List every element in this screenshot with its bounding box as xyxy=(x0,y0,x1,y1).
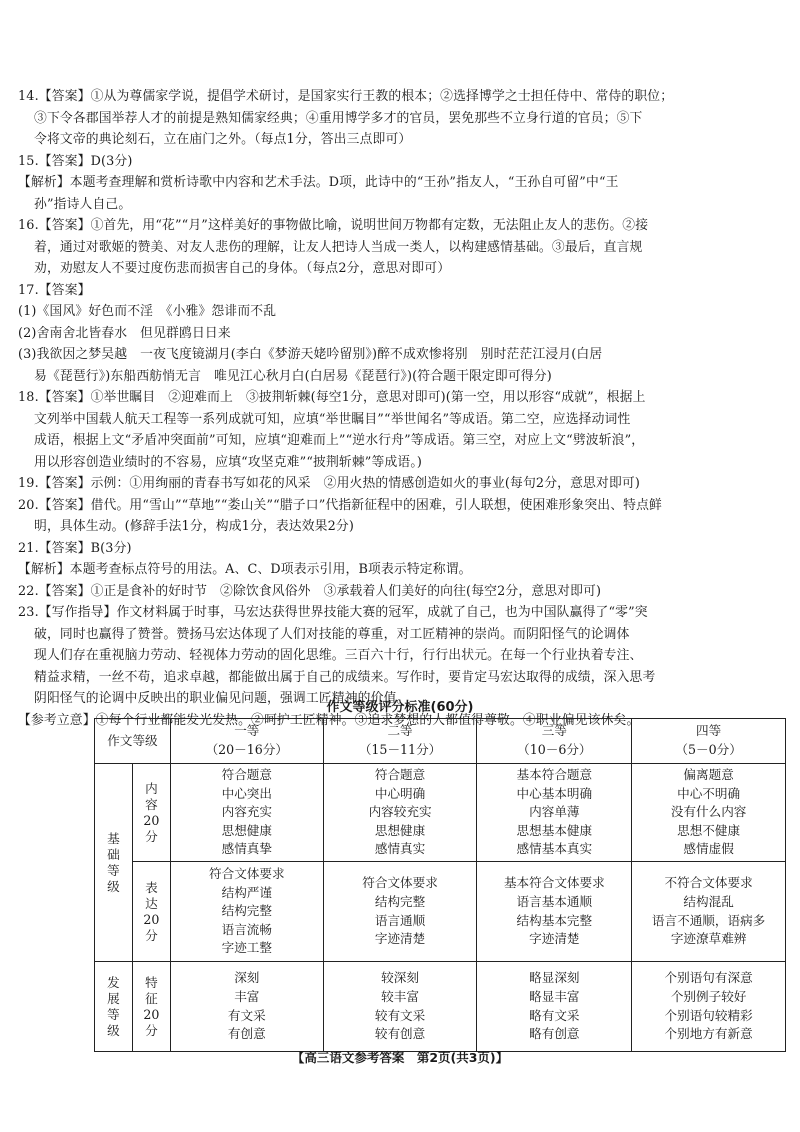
table-cell-line: 略有创意 xyxy=(529,1026,580,1042)
answer-line: 明，具体生动。(修辞手法1分，构成1分，表达效果2分) xyxy=(34,519,354,534)
feature-grade-2 xyxy=(323,962,477,1052)
table-cell-line: 中心不明确 xyxy=(677,785,741,801)
table-cell-line: 较有文采 xyxy=(374,1007,426,1023)
table-cell-line: 内容单薄 xyxy=(529,804,580,820)
answer-line: 阴阳怪气的论调中反映出的职业偏见问题，强调工匠精神的价值。 xyxy=(34,691,410,706)
express-grade-4 xyxy=(632,862,786,962)
table-cell-line: 符合题意 xyxy=(221,767,272,783)
table-title: 作文等级评分标准(60分) xyxy=(326,700,474,715)
answer-line: 令将文帝的典论刻石，立在庙门之外。（每点1分，答出三点即可） xyxy=(34,132,412,147)
answer-line: ③下令各郡国举荐人才的前提是熟知儒家经典；④重用博学多才的官员，罢免那些不立身行道的官员；⑤下 xyxy=(34,110,643,126)
express-grade-3 xyxy=(477,862,632,962)
table-cell-line: 语言通顺 xyxy=(374,912,426,928)
table-cell-line: 字迹清楚 xyxy=(374,931,426,947)
table-cell-line: 思想基本健康 xyxy=(516,822,593,838)
table-cell-line: 个别地方有新意 xyxy=(664,1026,753,1042)
content-grade-4 xyxy=(632,764,786,862)
feature-label: 特 征 20 分 xyxy=(132,962,170,1052)
table-cell-line: 个别语句较精彩 xyxy=(664,1007,753,1023)
table-cell-line: 符合文体要求 xyxy=(362,875,438,891)
table-cell-line: 内容充实 xyxy=(221,804,272,820)
answer-line: 破，同时也赢得了赞誉。赞扬马宏达体现了人们对技能的尊重，对工匠精神的崇尚。而阴阳怪气的论调体 xyxy=(34,626,630,642)
table-cell-line: 结构基本完整 xyxy=(516,912,593,928)
answer-line: 【解析】本题考查理解和赏析诗歌中内容和艺术手法。D项，此诗中的“王孙”指友人，“王孙自可留”中“王 xyxy=(18,175,619,190)
table-cell-line: 较丰富 xyxy=(381,988,419,1004)
feature-row xyxy=(95,962,786,1052)
content-label: 内 容 20 分 xyxy=(132,764,170,862)
table-cell-line: 基本符合文体要求 xyxy=(503,875,605,891)
answer-line: 着，通过对歌姬的赞美、对友人悲伤的理解，让友人把诗人当成一类人，以构建感情基础。③最后，直言规 xyxy=(34,239,643,255)
answer-line: 17.【答案】 xyxy=(18,282,91,298)
table-cell-line: 中心明确 xyxy=(374,785,426,801)
table-cell-line: 思想不健康 xyxy=(677,822,741,838)
table-cell-line: 内容较充实 xyxy=(368,804,432,820)
answer-line: 16.【答案】①首先，用“花”“月”这样美好的事物做比喻，说明世间万物都有定数，无法阻止友人的悲伤。②接 xyxy=(18,218,649,233)
grade-3-header: 三等 （10－6分） xyxy=(477,719,632,764)
grade-1-header: 一等 （20－16分） xyxy=(170,719,323,764)
corner-cell: 作文等级 xyxy=(95,719,171,764)
grade-4-header: 四等 （5－0分） xyxy=(632,719,786,764)
answer-line: 易《琵琶行》)东船西舫悄无言 唯见江心秋月白(白居易《琵琶行》)(符合题干限定即可得分) xyxy=(34,368,552,384)
table-cell-line: 字迹工整 xyxy=(221,940,272,956)
content-grade-2 xyxy=(323,764,477,862)
answer-line: 劝，劝慰友人不要过度伤悲而损害自己的身体。（每点2分，意思对即可） xyxy=(34,261,451,276)
answer-line: 【参考立意】①每个行业都能发光发热。②呵护工匠精神。③追求梦想的人都值得尊敬。④职业偏见该休矣。 xyxy=(18,712,640,728)
table-cell-line: 结构完整 xyxy=(221,903,272,919)
feature-grade-3 xyxy=(477,962,632,1052)
table-cell-line: 深刻 xyxy=(234,970,260,986)
table-cell-line: 感情基本真实 xyxy=(516,841,593,857)
table-cell-line: 中心突出 xyxy=(221,785,272,801)
table-cell-line: 符合文体要求 xyxy=(209,866,285,882)
answer-line: 【解析】本题考查标点符号的用法。A、C、D项表示引用，B项表示特定称谓。 xyxy=(18,562,472,577)
table-cell-line: 感情真挚 xyxy=(221,841,272,857)
answer-line: (3)我欲因之梦吴越 一夜飞度镜湖月(李白《梦游天姥吟留别》)醉不成欢惨将别 别时茫茫江浸月(白居 xyxy=(18,347,603,362)
answer-line: 孙”指诗人自己。 xyxy=(34,196,132,212)
table-cell-line: 有文采 xyxy=(227,1007,266,1023)
table-cell-line: 结构严谨 xyxy=(221,884,272,900)
answer-line: 用以形容创造业绩时的不容易，应填“攻坚克难”“披荆斩棘”等成语。) xyxy=(34,454,423,470)
table-cell-line: 较有创意 xyxy=(374,1026,426,1042)
feature-grade-1 xyxy=(170,962,323,1052)
content-row xyxy=(95,764,786,862)
table-cell-line: 基本符合题意 xyxy=(516,767,593,783)
table-cell-line: 没有什么内容 xyxy=(670,804,747,820)
answer-list xyxy=(18,86,788,731)
answer-line: 现人们存在重视脑力劳动、轻视体力劳动的固化思维。三百六十行，行行出状元。在每一个行业执着专注、 xyxy=(34,648,643,663)
develop-level-label: 发 展 等 级 xyxy=(95,962,133,1052)
table-cell-line: 思想健康 xyxy=(374,822,426,838)
table-cell-line: 思想健康 xyxy=(221,822,272,838)
answer-line: 精益求精，一丝不苟，追求卓越，都能做出属于自己的成绩来。写作时，要肯定马宏达取得的成绩，深入思考 xyxy=(34,669,656,685)
table-cell-line: 结构完整 xyxy=(374,893,426,909)
express-grade-2 xyxy=(323,862,477,962)
answer-line: 15.【答案】D(3分) xyxy=(18,153,133,169)
express-row xyxy=(95,862,786,962)
grade-2-header: 二等 （15－11分） xyxy=(323,719,477,764)
express-label: 表 达 20 分 xyxy=(132,862,170,962)
table-cell-line: 感情真实 xyxy=(374,841,426,857)
answer-line: 14.【答案】①从为尊儒家学说，提倡学术研讨，是国家实行王教的根本；②选择博学之士担任侍中、常侍的职位； xyxy=(18,89,674,104)
table-cell-line: 丰富 xyxy=(234,988,260,1004)
table-cell-line: 略有文采 xyxy=(529,1007,580,1023)
basic-level-label: 基 础 等 级 xyxy=(95,764,133,962)
answer-line: 20.【答案】借代。用“雪山”“草地”“娄山关”“腊子口”代指新征程中的困难，引人联想，使困难形象突出、特点鲜 xyxy=(18,497,663,513)
answer-line: 18.【答案】①举世瞩目 ②迎难而上 ③披荆斩棘(每空1分，意思对即可)(第一空，用以形容“成就”，根据上 xyxy=(18,390,646,405)
feature-grade-4 xyxy=(632,962,786,1052)
answer-line: 23.【写作指导】作文材料属于时事，马宏达获得世界技能大赛的冠军，成就了自己，也为中国队赢得了“零”突 xyxy=(18,605,648,620)
content-grade-1 xyxy=(170,764,323,862)
page-footer: 【高三语文参考答案 第2页(共3页)】 xyxy=(291,1050,509,1065)
table-cell-line: 个别例子较好 xyxy=(670,988,747,1004)
answer-line: (1)《国风》好色而不淫 《小雅》怨诽而不乱 xyxy=(18,304,277,319)
table-header-row xyxy=(95,719,786,764)
content-grade-3 xyxy=(477,764,632,862)
table-cell-line: 结构混乱 xyxy=(683,893,734,909)
table-cell-line: 略显丰富 xyxy=(529,988,580,1004)
express-grade-1 xyxy=(170,862,323,962)
answer-line: 文列举中国载人航天工程等一系列成就可知，应填“举世瞩目”“举世闻名”等成语。第二空，应选择动词性 xyxy=(34,411,631,427)
table-cell-line: 不符合文体要求 xyxy=(664,875,753,891)
answer-line: 21.【答案】B(3分) xyxy=(18,540,132,556)
answer-line: 19.【答案】示例：①用绚丽的青春书写如花的风采 ②用火热的情感创造如火的事业(每句2分，意思对即可) xyxy=(18,476,640,491)
table-cell-line: 略显深刻 xyxy=(529,970,580,986)
table-cell-line: 字迹潦草难辨 xyxy=(670,931,747,947)
table-cell-line: 语言流畅 xyxy=(221,921,272,937)
table-cell-line: 语言基本通顺 xyxy=(516,893,593,909)
table-cell-line: 偏离题意 xyxy=(683,767,734,783)
answer-line: 22.【答案】①正是食补的好时节 ②除饮食风俗外 ③承载着人们美好的向往(每空2分，意思对即可) xyxy=(18,583,602,599)
table-cell-line: 有创意 xyxy=(227,1026,266,1042)
table-cell-line: 个别语句有深意 xyxy=(664,970,753,986)
table-cell-line: 符合题意 xyxy=(374,767,426,783)
table-cell-line: 较深刻 xyxy=(381,970,419,986)
grading-table xyxy=(94,718,786,1052)
answer-line: 成语，根据上文“矛盾冲突面前”可知，应填“迎难而上”“逆水行舟”等成语。第三空，对应上文“劈波斩浪”， xyxy=(34,433,645,448)
table-cell-line: 感情虚假 xyxy=(683,841,734,857)
table-cell-line: 语言不通顺，语病多 xyxy=(651,912,766,928)
table-cell-line: 中心基本明确 xyxy=(516,785,593,801)
table-cell-line: 字迹清楚 xyxy=(529,931,580,947)
answer-line: (2)舍南舍北皆春水 但见群鸥日日来 xyxy=(18,325,231,341)
